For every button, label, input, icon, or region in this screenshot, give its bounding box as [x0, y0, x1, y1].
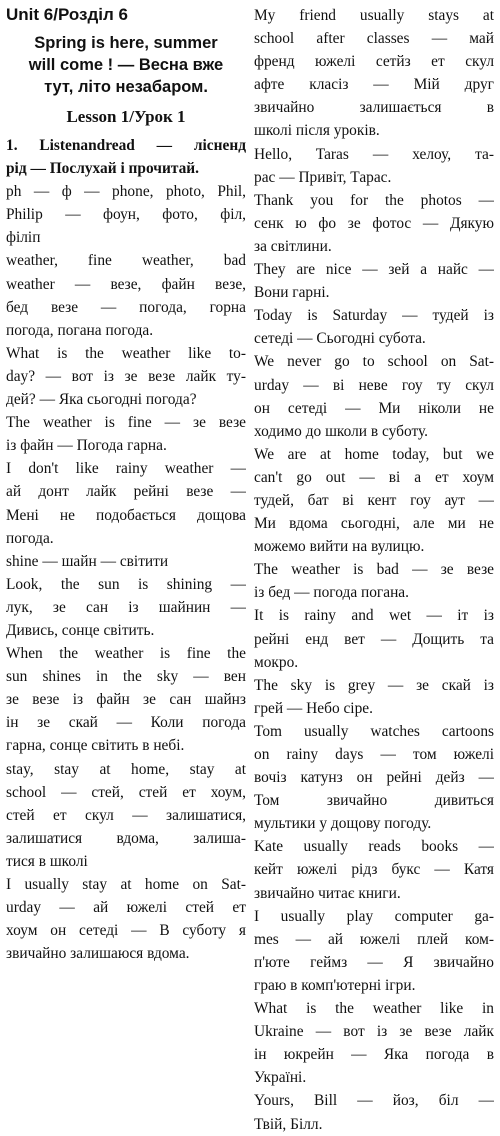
text-line: погода, погана погода. [6, 321, 154, 339]
text-line: тися в школі [6, 852, 88, 870]
text-line: weather — везе, файн везе, [6, 275, 246, 293]
unit-title: Unit 6/Розділ 6 [6, 5, 128, 24]
text-line: on rainy days — том южелі [254, 746, 494, 763]
text-line: sun shines in the sky — вен [6, 668, 246, 686]
text-line: school — стей, стей ет хоум, [6, 783, 246, 801]
text-line: сенк ю фо зе фотос — Дякую [254, 214, 494, 232]
text-line: shine — шайн — світити [6, 552, 169, 570]
text-line: хоум он сетедi — В суботу я [6, 922, 246, 940]
text-line: Вони гарні. [254, 284, 330, 302]
text-line: urday — ві неве гоу ту скул [254, 376, 494, 394]
text-line: Мені не подобається дощова [6, 506, 246, 524]
text-line: The weather is fine — зе везе [6, 414, 246, 432]
text-line: рід — Послухай і прочитай. [6, 160, 199, 178]
text-line: We never go to school on Sat- [254, 353, 494, 371]
text-line: Kate usually reads books — [254, 838, 494, 856]
left-column [6, 4, 246, 1029]
text-line: звичайно залишається в [254, 99, 494, 117]
text-line: філіп [6, 229, 41, 247]
text-line: мультики у дощову погоду. [254, 815, 432, 833]
text-line: Philip — фоун, фото, філ, [6, 206, 246, 224]
text-line: дей? — Яка сьогодні погода? [6, 391, 197, 409]
text-line: бед везе — погода, горна [6, 298, 246, 316]
headline-line: will come ! — Весна вже [28, 56, 224, 74]
text-line: рас — Привіт, Тарас. [254, 168, 392, 186]
text-line: They are nice — зей а найс — [254, 261, 494, 279]
text-line: Hello, Taras — хелоу, та- [254, 145, 494, 163]
lesson-title: Lesson 1/Урок 1 [66, 107, 186, 126]
text-line: стей ет скул — залишатися, [6, 806, 246, 824]
right-column [254, 4, 494, 1133]
text-line: ін зе скай — Коли погода [6, 714, 246, 732]
text-line: вочіз катунз он рейні дейз — [254, 769, 494, 787]
text-line: What is the weather like in [254, 1000, 494, 1018]
text-line: Том звичайно дивиться [254, 792, 494, 810]
text-line: афте класіз — Мій друг [254, 76, 494, 94]
text-line: ін юкрейн — Яка погода в [254, 1046, 494, 1064]
text-line: ходимо до школи в суботу. [254, 422, 428, 440]
text-line: What is the weather like to- [6, 344, 246, 362]
text-line: Tom usually watches cartoons [254, 722, 494, 740]
text-line: stay, stay at home, stay at [6, 760, 246, 778]
text-line: day? — вот із зе везе лайк ту- [6, 367, 246, 385]
text-line: звичайно залишаюся вдома. [6, 945, 190, 963]
text-line: ай донт лайк рейні везе — [6, 483, 246, 501]
text-line: Україні. [254, 1069, 307, 1087]
text-line: Ми вдома сьогодні, але ми не [254, 515, 494, 533]
headline-line: тут, літо незабаром. [44, 78, 208, 96]
text-line: погода. [6, 529, 54, 547]
text-line: Today is Saturday — тудей із [254, 307, 494, 325]
text-line: гарна, сонце світить в небі. [6, 737, 185, 755]
text-line: Ukraine — вот із зе везе лайк [254, 1023, 494, 1041]
text-line: сетеді — Сьогодні субота. [254, 330, 426, 348]
headline-line: Spring is here, summer [34, 34, 218, 52]
vocabulary-list-right [254, 4, 494, 1136]
text-line: I usually play computer ga- [254, 907, 494, 925]
text-line: школі після уроків. [254, 122, 380, 140]
text-line: I usually stay at home on Sat- [6, 876, 246, 893]
text-line: зе везе із файн зе сан шайнз [6, 691, 246, 709]
text-line: граю в комп'ютерні ігри. [254, 976, 416, 994]
text-line: Yours, Bill — йоз, біл — [254, 1092, 494, 1110]
text-line: он сетеді — Ми ніколи не [254, 399, 494, 417]
text-line: can't go out — ві а ет хоум [254, 468, 494, 486]
text-line: It is rainy and wet — іт із [254, 607, 494, 625]
text-line: 1. Listenandread — лісненд [6, 137, 246, 154]
text-line: When the weather is fine the [6, 645, 246, 663]
text-line: лук, зе сан із шайнин — [6, 598, 246, 616]
text-line: рейні енд вет — Дощить та [254, 630, 494, 648]
text-line: можемо вийти на вулицю. [254, 538, 425, 556]
text-line: за світлини. [254, 237, 332, 255]
unit-headline [6, 32, 246, 98]
text-line: Thank you for the photos — [254, 191, 494, 209]
text-line: ph — ф — phone, photo, Phil, [6, 183, 246, 201]
text-line: із бед — погода погана. [254, 584, 409, 602]
text-line: The weather is bad — зе везе [254, 561, 494, 579]
text-line: п'юте геймз — Я звичайно [254, 953, 494, 971]
text-line: френд южелі сетйз ет скул [254, 53, 494, 71]
text-line: Дивись, сонце світить. [6, 621, 155, 639]
text-line: urday — ай южелі стей ет [6, 899, 246, 917]
text-line: mes — ай южелі плей ком- [254, 930, 494, 948]
text-line: звичайно читає книги. [254, 884, 401, 902]
vocabulary-list-left [6, 134, 246, 965]
text-line: кейт южелі рідз букс — Катя [254, 861, 494, 879]
text-line: тудей, бат ві кент гоу аут — [254, 491, 494, 509]
text-line: мокро. [254, 653, 299, 671]
text-line: The sky is grey — зе скай із [254, 676, 494, 694]
text-line: school after classes — май [254, 30, 494, 48]
text-line: грей — Небо сіре. [254, 699, 373, 717]
text-line: Твій, Білл. [254, 1115, 323, 1133]
text-line: із файн — Погода гарна. [6, 437, 167, 455]
text-line: Look, the sun is shining — [6, 575, 246, 593]
text-line: I don't like rainy weather — [6, 460, 246, 478]
text-line: залишатися вдома, залиша- [6, 829, 246, 847]
text-line: We are at home today, but we [254, 445, 494, 463]
text-line: My friend usually stays at [254, 7, 494, 24]
text-line: weather, fine weather, bad [6, 252, 246, 270]
